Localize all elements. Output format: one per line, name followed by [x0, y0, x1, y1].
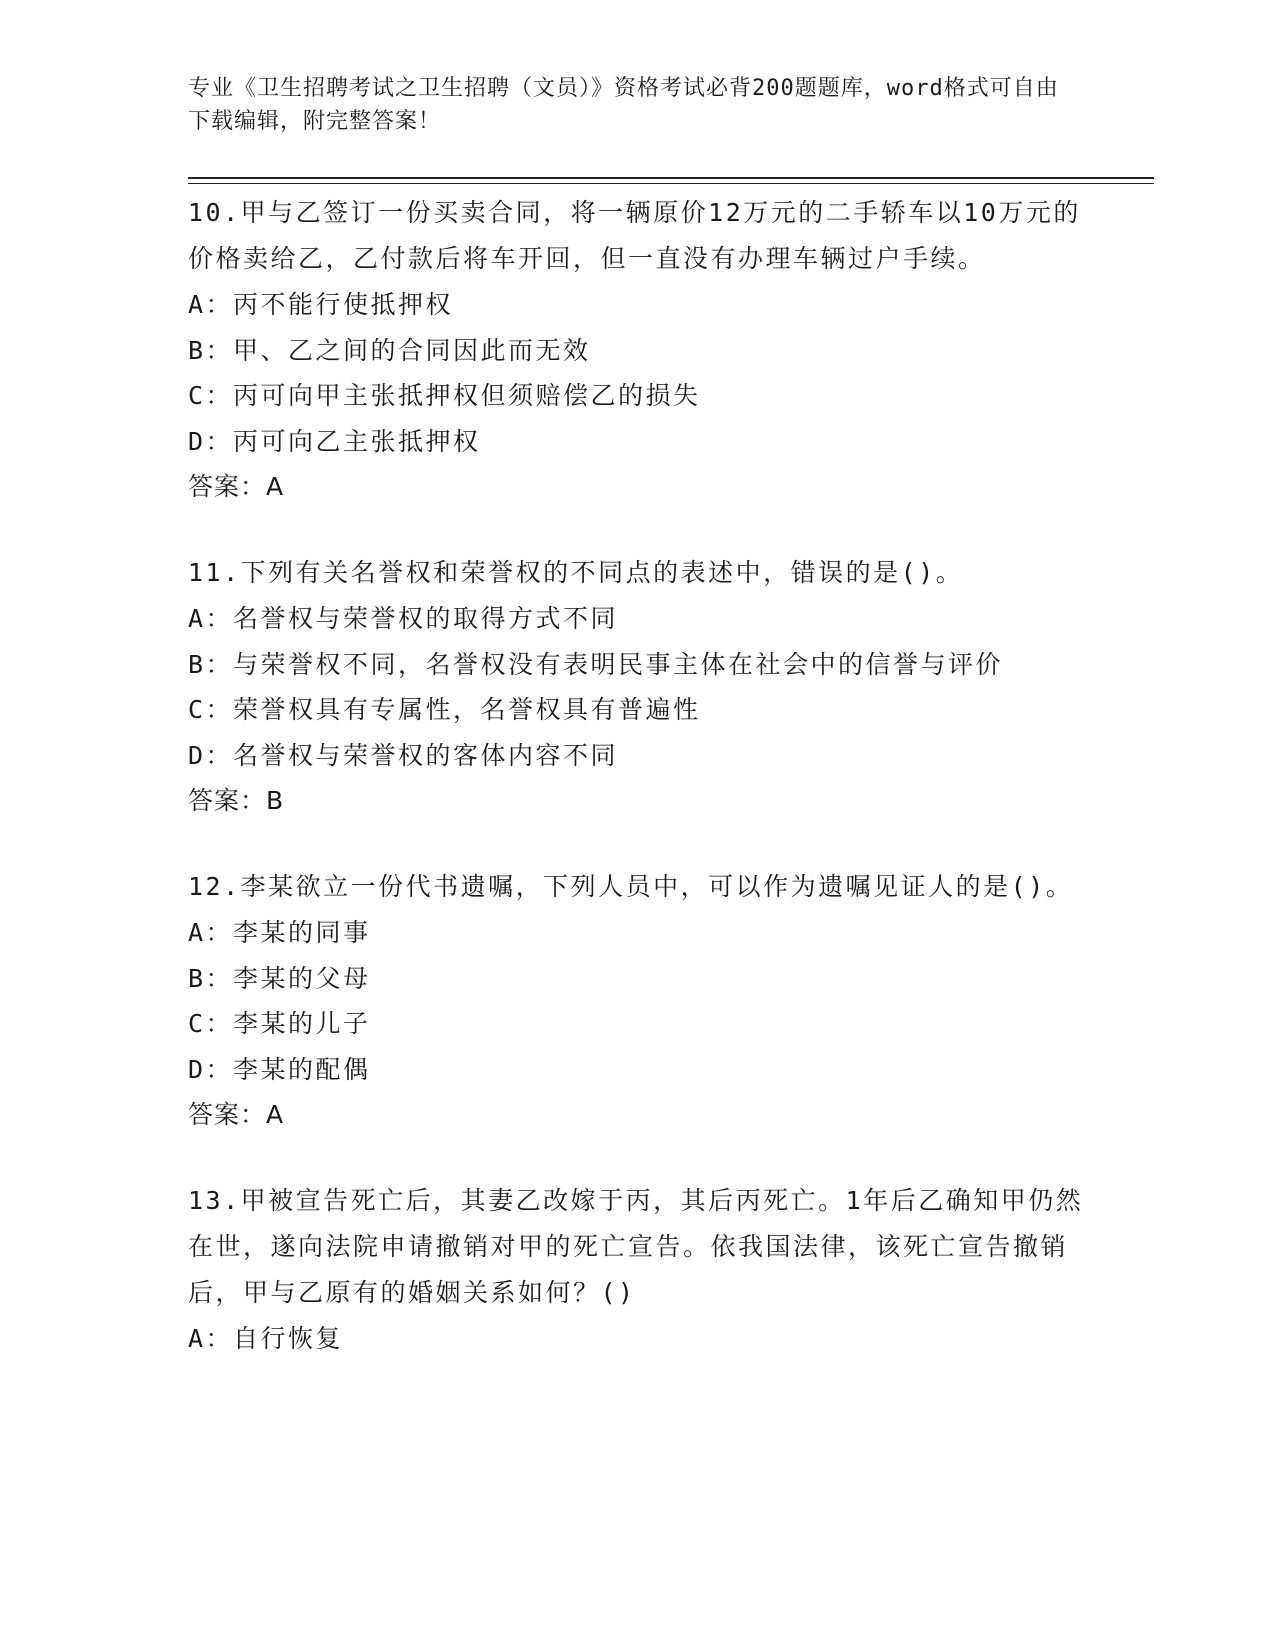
- header-divider-thick: [188, 177, 1154, 179]
- option-d: D：李某的配偶: [188, 1054, 371, 1084]
- option-a: A：名誉权与荣誉权的取得方式不同: [188, 604, 619, 633]
- question-11: [188, 550, 1088, 824]
- question-text: 11.下列有关名誉权和荣誉权的不同点的表述中，错误的是()。: [188, 558, 964, 587]
- option-b: B：与荣誉权不同，名誉权没有表明民事主体在社会中的信誉与评价: [188, 649, 1004, 679]
- document-header: [188, 72, 1068, 138]
- option-a: A：李某的同事: [188, 918, 371, 947]
- option-c: C：荣誉权具有专属性，名誉权具有普遍性: [188, 695, 701, 724]
- question-list: [188, 190, 1088, 1402]
- question-text: 12.李某欲立一份代书遗嘱，下列人员中，可以作为遗嘱见证人的是()。: [188, 872, 1074, 901]
- question-13: [188, 1178, 1088, 1362]
- header-title: 专业《卫生招聘考试之卫生招聘（文员）》资格考试必背200题题库，word格式可自由下载编辑，附完整答案！: [188, 76, 1059, 134]
- question-text: 13.甲被宣告死亡后，其妻乙改嫁于丙，其后丙死亡。1年后乙确知甲仍然在世，遂向法院申请撤销对甲的死亡宣告。依我国法律，该死亡宣告撤销后，甲与乙原有的婚姻关系如何？(): [188, 1186, 1084, 1307]
- option-c: C：李某的儿子: [188, 1009, 371, 1038]
- option-b: B：甲、乙之间的合同因此而无效: [188, 335, 591, 365]
- answer: 答案：A: [188, 1100, 285, 1129]
- option-a: A：丙不能行使抵押权: [188, 290, 454, 319]
- question-10: [188, 190, 1088, 510]
- option-b: B：李某的父母: [188, 963, 371, 993]
- option-d: D：丙可向乙主张抵押权: [188, 426, 481, 456]
- answer: 答案：A: [188, 472, 285, 501]
- option-d: D：名誉权与荣誉权的客体内容不同: [188, 740, 619, 770]
- option-a: A：自行恢复: [188, 1324, 344, 1353]
- header-divider-thin: [188, 183, 1154, 184]
- answer: 答案：B: [188, 786, 285, 815]
- option-c: C：丙可向甲主张抵押权但须赔偿乙的损失: [188, 381, 701, 410]
- question-12: [188, 864, 1088, 1138]
- question-text: 10.甲与乙签订一份买卖合同，将一辆原价12万元的二手轿车以10万元的价格卖给乙，乙付款后将车开回，但一直没有办理车辆过户手续。: [188, 198, 1081, 273]
